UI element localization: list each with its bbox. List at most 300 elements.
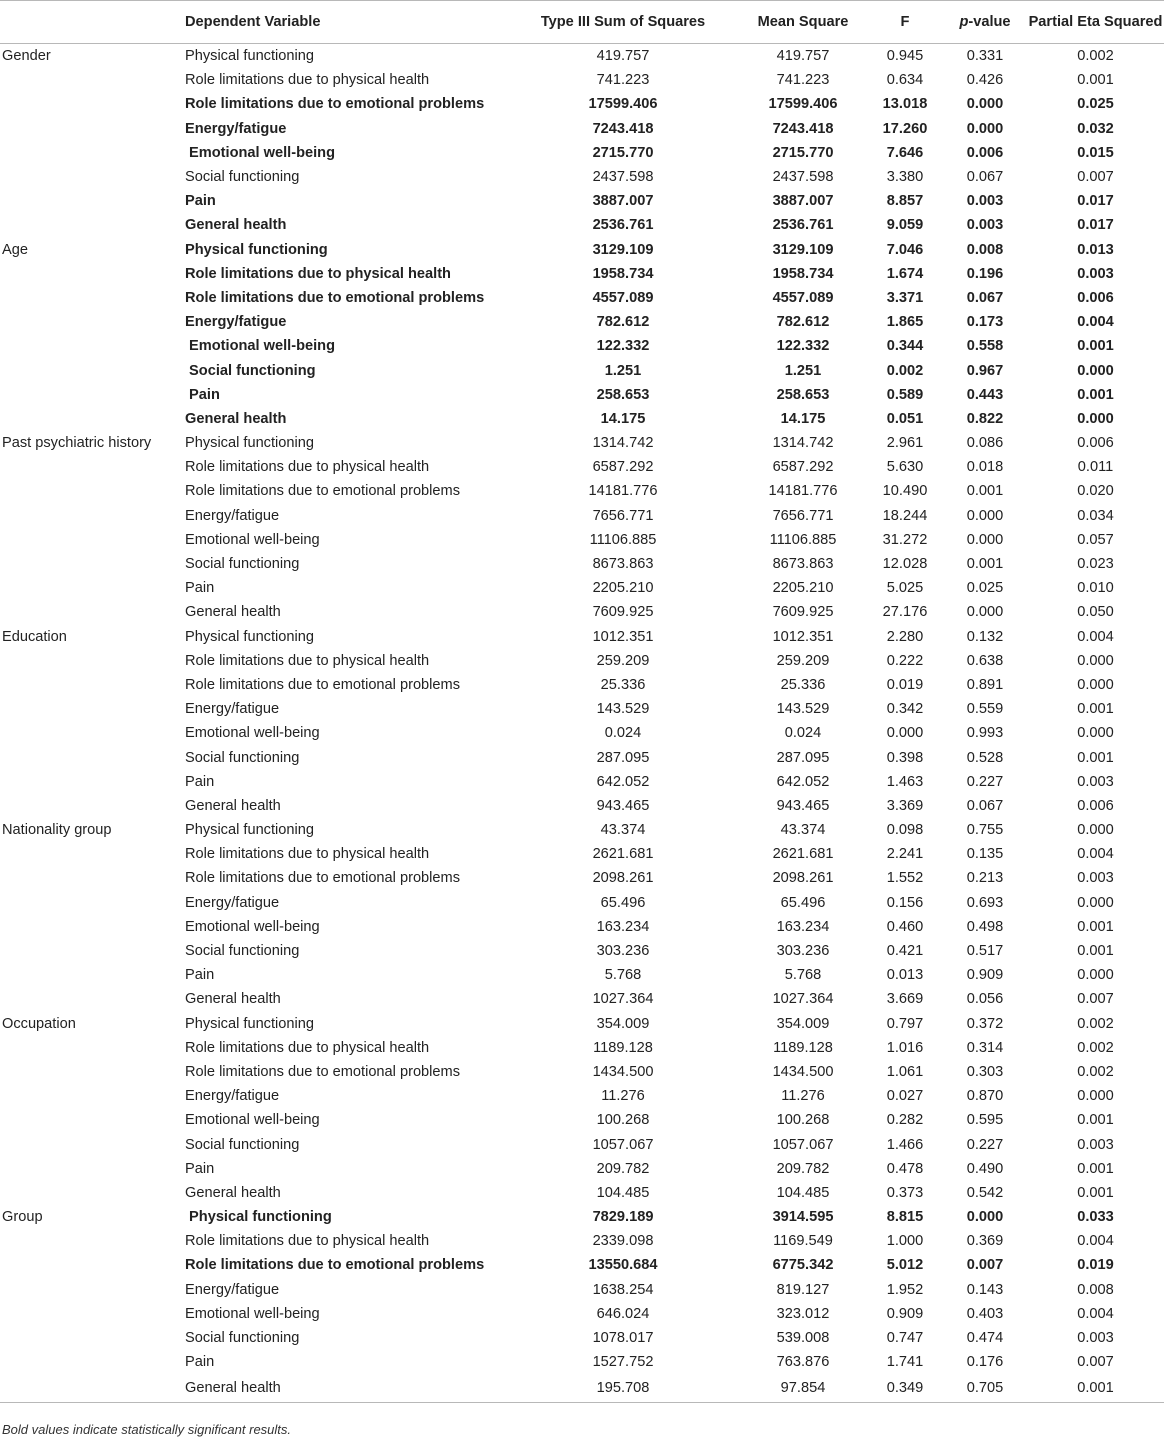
cell-factor — [0, 455, 185, 479]
cell-sum-of-squares: 1434.500 — [592, 1063, 654, 1080]
cell-sum-of-squares: 287.095 — [596, 749, 650, 766]
cell-f: 1.000 — [886, 1233, 924, 1250]
cell-f: 7.046 — [886, 241, 924, 258]
cell-dependent-variable: General health — [185, 991, 281, 1008]
cell-factor: Occupation — [2, 1015, 76, 1032]
cell-partial-eta-squared: 0.004 — [1077, 1305, 1114, 1322]
cell-sum-of-squares: 0.024 — [604, 725, 642, 742]
cell-dependent-variable: Role limitations due to physical health — [185, 652, 430, 669]
header-partial-eta-squared: Partial Eta Squared — [1025, 1, 1164, 44]
cell-p-value: 0.870 — [966, 1088, 1004, 1105]
cell-dependent-variable: Role limitations due to emotional problems — [185, 870, 460, 887]
cell-p-value: 0.196 — [966, 265, 1004, 282]
cell-sum-of-squares: 1638.254 — [592, 1281, 654, 1298]
cell-mean-square: 1169.549 — [773, 1233, 833, 1250]
cell-mean-square: 2536.761 — [772, 217, 834, 234]
cell-factor — [0, 721, 185, 745]
cell-p-value: 0.528 — [966, 749, 1004, 766]
cell-sum-of-squares: 100.268 — [596, 1112, 650, 1129]
cell-dependent-variable: Emotional well-being — [185, 918, 320, 935]
cell-p-value: 0.227 — [966, 1136, 1004, 1153]
cell-p-value: 0.067 — [966, 169, 1004, 186]
cell-mean-square: 2621.681 — [772, 846, 834, 863]
cell-factor — [0, 92, 185, 116]
cell-factor — [0, 891, 185, 915]
cell-dependent-variable: Pain — [185, 773, 215, 790]
cell-p-value: 0.498 — [966, 918, 1004, 935]
cell-p-value: 0.559 — [966, 701, 1004, 718]
header-p-value — [945, 1, 1025, 44]
cell-factor — [0, 117, 185, 141]
cell-sum-of-squares: 7829.189 — [592, 1209, 654, 1226]
cell-partial-eta-squared: 0.032 — [1077, 120, 1114, 137]
cell-sum-of-squares: 7609.925 — [592, 604, 654, 621]
cell-mean-square: 259.209 — [776, 652, 830, 669]
cell-f: 0.460 — [886, 918, 924, 935]
cell-partial-eta-squared: 0.000 — [1077, 725, 1114, 742]
cell-mean-square: 0.024 — [784, 725, 822, 742]
table-row — [0, 673, 1164, 697]
cell-p-value: 0.000 — [966, 531, 1004, 548]
cell-p-value: 0.595 — [966, 1112, 1004, 1129]
cell-dependent-variable: Role limitations due to physical health — [185, 459, 430, 476]
cell-f: 0.797 — [886, 1015, 924, 1032]
cell-sum-of-squares: 209.782 — [596, 1160, 650, 1177]
cell-partial-eta-squared: 0.011 — [1077, 459, 1114, 476]
cell-sum-of-squares: 741.223 — [596, 72, 650, 89]
cell-p-value: 0.213 — [966, 870, 1004, 887]
cell-partial-eta-squared: 0.004 — [1077, 314, 1114, 331]
cell-dependent-variable: General health — [185, 1184, 281, 1201]
cell-sum-of-squares: 2621.681 — [592, 846, 654, 863]
cell-p-value: 0.693 — [966, 894, 1004, 911]
cell-f: 7.646 — [886, 144, 924, 161]
cell-factor — [0, 407, 185, 431]
cell-dependent-variable: Social functioning — [185, 943, 300, 960]
cell-sum-of-squares: 259.209 — [596, 652, 650, 669]
cell-f: 9.059 — [886, 217, 924, 234]
cell-mean-square: 7243.418 — [772, 120, 834, 137]
cell-mean-square: 122.332 — [776, 338, 830, 355]
cell-factor — [0, 1302, 185, 1326]
cell-factor — [0, 1229, 185, 1253]
cell-partial-eta-squared: 0.004 — [1077, 628, 1114, 645]
cell-factor: Education — [2, 628, 67, 645]
cell-f: 0.098 — [886, 822, 924, 839]
table-footnote: Bold values indicate statistically significant results. — [2, 1422, 292, 1437]
cell-partial-eta-squared: 0.001 — [1025, 1374, 1164, 1403]
table-row — [0, 310, 1164, 334]
table-row — [0, 818, 1164, 842]
cell-sum-of-squares: 1057.067 — [592, 1136, 654, 1153]
cell-dependent-variable: Physical functioning — [185, 435, 314, 452]
cell-p-value: 0.372 — [966, 1015, 1004, 1032]
cell-factor — [0, 213, 185, 237]
header-dependent-variable: Dependent Variable — [185, 1, 505, 44]
cell-mean-square: 1314.742 — [772, 435, 834, 452]
cell-mean-square: 303.236 — [776, 943, 830, 960]
cell-factor — [0, 697, 185, 721]
cell-dependent-variable: Energy/fatigue — [185, 507, 280, 524]
cell-partial-eta-squared: 0.001 — [1077, 386, 1114, 403]
cell-p-value: 0.967 — [966, 362, 1004, 379]
table-row — [0, 117, 1164, 141]
table-row — [0, 1012, 1164, 1036]
table-row — [0, 358, 1164, 382]
cell-f: 12.028 — [882, 556, 928, 573]
table-row — [0, 1278, 1164, 1302]
cell-p-value: 0.909 — [966, 967, 1004, 984]
cell-f: 3.380 — [886, 169, 924, 186]
table-row — [0, 600, 1164, 624]
cell-p-value: 0.006 — [966, 144, 1004, 161]
cell-f: 0.156 — [886, 894, 924, 911]
table-row — [0, 794, 1164, 818]
cell-p-value: 0.025 — [966, 580, 1004, 597]
cell-sum-of-squares: 1027.364 — [592, 991, 654, 1008]
cell-mean-square: 763.876 — [776, 1354, 830, 1371]
cell-sum-of-squares: 14181.776 — [588, 483, 658, 500]
cell-mean-square: 258.653 — [776, 386, 830, 403]
header-p-value-suffix: -value — [968, 14, 1011, 30]
table-row — [0, 721, 1164, 745]
table-row — [0, 552, 1164, 576]
cell-dependent-variable: Physical functioning — [185, 1015, 314, 1032]
cell-factor — [0, 745, 185, 769]
cell-mean-square: 642.052 — [776, 773, 830, 790]
cell-factor — [0, 600, 185, 624]
cell-sum-of-squares: 1527.752 — [592, 1354, 654, 1371]
cell-partial-eta-squared: 0.007 — [1077, 991, 1114, 1008]
table-body — [0, 44, 1164, 1403]
cell-factor — [0, 479, 185, 503]
cell-p-value: 0.369 — [966, 1233, 1004, 1250]
table-row — [0, 1132, 1164, 1156]
cell-mean-square: 1958.734 — [772, 265, 834, 282]
cell-p-value: 0.000 — [966, 96, 1004, 113]
table-row — [0, 141, 1164, 165]
cell-mean-square: 1012.351 — [772, 628, 834, 645]
cell-mean-square: 209.782 — [776, 1160, 830, 1177]
cell-factor — [0, 552, 185, 576]
cell-partial-eta-squared: 0.001 — [1077, 72, 1114, 89]
cell-partial-eta-squared: 0.010 — [1077, 580, 1114, 597]
cell-factor — [0, 262, 185, 286]
cell-dependent-variable: Role limitations due to physical health — [185, 1039, 430, 1056]
cell-p-value: 0.003 — [966, 217, 1004, 234]
cell-sum-of-squares: 11106.885 — [589, 531, 657, 548]
cell-mean-square: 14.175 — [780, 410, 826, 427]
table-row — [0, 770, 1164, 794]
table-row — [0, 866, 1164, 890]
cell-p-value: 0.008 — [966, 241, 1004, 258]
table-row — [0, 479, 1164, 503]
cell-sum-of-squares: 17599.406 — [588, 96, 658, 113]
cell-partial-eta-squared: 0.033 — [1077, 1209, 1114, 1226]
cell-mean-square: 65.496 — [780, 894, 826, 911]
cell-dependent-variable: Social functioning — [185, 169, 300, 186]
cell-dependent-variable: Role limitations due to emotional problems — [185, 1063, 460, 1080]
table-row — [0, 383, 1164, 407]
cell-p-value: 0.173 — [966, 314, 1004, 331]
cell-f: 0.373 — [886, 1184, 924, 1201]
cell-partial-eta-squared: 0.017 — [1077, 193, 1114, 210]
cell-sum-of-squares: 163.234 — [596, 918, 650, 935]
cell-f: 1.674 — [886, 265, 924, 282]
cell-partial-eta-squared: 0.001 — [1077, 918, 1114, 935]
cell-partial-eta-squared: 0.000 — [1077, 967, 1114, 984]
cell-mean-square: 43.374 — [780, 822, 826, 839]
cell-sum-of-squares: 11.276 — [601, 1088, 645, 1105]
cell-factor: Nationality group — [2, 822, 112, 839]
cell-partial-eta-squared: 0.001 — [1077, 701, 1114, 718]
table-row — [0, 625, 1164, 649]
cell-partial-eta-squared: 0.000 — [1077, 676, 1114, 693]
cell-mean-square: 11106.885 — [769, 531, 837, 548]
cell-mean-square: 97.854 — [741, 1374, 865, 1403]
cell-p-value: 0.303 — [966, 1063, 1004, 1080]
cell-mean-square: 819.127 — [776, 1281, 830, 1298]
table-row — [0, 1084, 1164, 1108]
cell-mean-square: 14181.776 — [768, 483, 838, 500]
cell-partial-eta-squared: 0.004 — [1077, 1233, 1114, 1250]
cell-dependent-variable: Social functioning — [185, 556, 300, 573]
cell-factor — [0, 842, 185, 866]
cell-dependent-variable: Role limitations due to emotional problems — [185, 289, 485, 306]
cell-dependent-variable: Role limitations due to physical health — [185, 72, 430, 89]
cell-partial-eta-squared: 0.006 — [1077, 435, 1114, 452]
cell-dependent-variable: Energy/fatigue — [185, 1088, 280, 1105]
cell-f: 0.282 — [886, 1112, 924, 1129]
cell-f: 2.241 — [886, 846, 924, 863]
cell-dependent-variable: Role limitations due to emotional problems — [185, 676, 460, 693]
cell-partial-eta-squared: 0.000 — [1077, 894, 1114, 911]
cell-partial-eta-squared: 0.013 — [1077, 241, 1114, 258]
cell-f: 0.945 — [886, 48, 924, 65]
cell-dependent-variable: General health — [185, 604, 281, 621]
cell-factor: Gender — [2, 48, 51, 65]
cell-mean-square: 354.009 — [776, 1015, 830, 1032]
cell-partial-eta-squared: 0.034 — [1077, 507, 1114, 524]
cell-partial-eta-squared: 0.002 — [1077, 1039, 1114, 1056]
cell-p-value: 0.474 — [966, 1330, 1004, 1347]
cell-sum-of-squares: 1189.128 — [593, 1039, 653, 1056]
cell-f: 0.478 — [886, 1160, 924, 1177]
cell-p-value: 0.135 — [966, 846, 1004, 863]
cell-factor — [0, 649, 185, 673]
cell-mean-square: 2715.770 — [772, 144, 834, 161]
cell-f: 3.371 — [886, 289, 924, 306]
cell-partial-eta-squared: 0.008 — [1077, 1281, 1114, 1298]
cell-p-value: 0.426 — [966, 72, 1004, 89]
cell-dependent-variable: General health — [185, 797, 281, 814]
cell-f: 1.865 — [886, 314, 924, 331]
cell-sum-of-squares: 943.465 — [596, 797, 650, 814]
cell-f: 1.552 — [886, 870, 924, 887]
cell-sum-of-squares: 646.024 — [596, 1305, 650, 1322]
cell-p-value: 0.001 — [966, 483, 1004, 500]
cell-sum-of-squares: 6587.292 — [592, 459, 654, 476]
cell-dependent-variable: Emotional well-being — [185, 1112, 320, 1129]
cell-p-value: 0.143 — [966, 1281, 1004, 1298]
cell-sum-of-squares: 2339.098 — [592, 1233, 654, 1250]
table-row — [0, 44, 1164, 69]
cell-factor — [0, 1350, 185, 1374]
cell-sum-of-squares: 2536.761 — [592, 217, 654, 234]
cell-partial-eta-squared: 0.001 — [1077, 1184, 1114, 1201]
cell-sum-of-squares: 7243.418 — [592, 120, 654, 137]
cell-dependent-variable: Emotional well-being — [185, 531, 320, 548]
cell-dependent-variable: Emotional well-being — [185, 338, 335, 355]
cell-f: 1.061 — [886, 1063, 924, 1080]
cell-dependent-variable: Pain — [185, 1160, 215, 1177]
cell-factor — [0, 1157, 185, 1181]
cell-partial-eta-squared: 0.025 — [1077, 96, 1114, 113]
cell-mean-square: 8673.863 — [772, 556, 834, 573]
cell-mean-square: 6775.342 — [772, 1257, 834, 1274]
cell-mean-square: 104.485 — [776, 1184, 830, 1201]
cell-partial-eta-squared: 0.006 — [1077, 289, 1114, 306]
cell-factor — [0, 1374, 185, 1403]
cell-sum-of-squares: 122.332 — [596, 338, 650, 355]
cell-dependent-variable: Physical functioning — [185, 48, 314, 65]
cell-partial-eta-squared: 0.003 — [1077, 870, 1114, 887]
cell-f: 1.952 — [886, 1281, 924, 1298]
table-row — [0, 189, 1164, 213]
cell-sum-of-squares: 419.757 — [596, 48, 650, 65]
cell-p-value: 0.001 — [966, 556, 1004, 573]
table-row — [0, 238, 1164, 262]
cell-sum-of-squares: 14.175 — [600, 410, 646, 427]
table-row — [0, 262, 1164, 286]
cell-p-value: 0.007 — [966, 1257, 1004, 1274]
cell-mean-square: 1057.067 — [772, 1136, 834, 1153]
cell-partial-eta-squared: 0.001 — [1077, 338, 1114, 355]
cell-p-value: 0.705 — [945, 1374, 1025, 1403]
cell-partial-eta-squared: 0.003 — [1077, 1330, 1114, 1347]
cell-p-value: 0.000 — [966, 1209, 1004, 1226]
cell-sum-of-squares: 65.496 — [600, 894, 646, 911]
cell-f: 1.463 — [886, 773, 924, 790]
cell-p-value: 0.558 — [966, 338, 1004, 355]
cell-f: 0.589 — [886, 386, 924, 403]
cell-partial-eta-squared: 0.001 — [1077, 749, 1114, 766]
cell-mean-square: 2437.598 — [772, 169, 834, 186]
cell-mean-square: 17599.406 — [768, 96, 838, 113]
cell-sum-of-squares: 1012.351 — [592, 628, 654, 645]
cell-mean-square: 3914.595 — [772, 1209, 834, 1226]
cell-dependent-variable: Pain — [185, 386, 220, 403]
cell-dependent-variable: Energy/fatigue — [185, 701, 280, 718]
cell-partial-eta-squared: 0.000 — [1077, 1088, 1114, 1105]
cell-partial-eta-squared: 0.007 — [1077, 169, 1114, 186]
table-row — [0, 1229, 1164, 1253]
cell-dependent-variable: Physical functioning — [185, 241, 328, 258]
cell-partial-eta-squared: 0.000 — [1077, 410, 1114, 427]
cell-factor: Past psychiatric history — [2, 435, 152, 452]
table-row — [0, 1181, 1164, 1205]
cell-factor — [0, 1326, 185, 1350]
cell-dependent-variable: Energy/fatigue — [185, 894, 280, 911]
cell-factor — [0, 1132, 185, 1156]
table-row — [0, 1350, 1164, 1374]
cell-partial-eta-squared: 0.002 — [1077, 1063, 1114, 1080]
cell-p-value: 0.993 — [966, 725, 1004, 742]
cell-p-value: 0.132 — [966, 628, 1004, 645]
cell-dependent-variable: Role limitations due to emotional problems — [185, 96, 485, 113]
cell-mean-square: 143.529 — [776, 701, 830, 718]
cell-f: 0.747 — [886, 1330, 924, 1347]
cell-p-value: 0.638 — [966, 652, 1004, 669]
cell-factor: Age — [2, 241, 28, 258]
cell-sum-of-squares: 104.485 — [596, 1184, 650, 1201]
table-row — [0, 1205, 1164, 1229]
cell-factor — [0, 504, 185, 528]
header-sum-of-squares: Type III Sum of Squares — [505, 1, 741, 44]
cell-factor — [0, 794, 185, 818]
cell-p-value: 0.003 — [966, 193, 1004, 210]
cell-dependent-variable: Emotional well-being — [185, 144, 335, 161]
cell-partial-eta-squared: 0.004 — [1077, 846, 1114, 863]
cell-sum-of-squares: 1078.017 — [592, 1330, 654, 1347]
table-row — [0, 1326, 1164, 1350]
cell-f: 2.280 — [886, 628, 924, 645]
cell-dependent-variable: General health — [185, 1374, 505, 1403]
cell-f: 13.018 — [882, 96, 928, 113]
cell-f: 0.000 — [886, 725, 924, 742]
cell-f: 0.398 — [886, 749, 924, 766]
cell-sum-of-squares: 8673.863 — [592, 556, 654, 573]
table-row — [0, 1302, 1164, 1326]
cell-mean-square: 7656.771 — [772, 507, 834, 524]
cell-f: 5.012 — [886, 1257, 924, 1274]
cell-sum-of-squares: 642.052 — [596, 773, 650, 790]
cell-p-value: 0.000 — [966, 604, 1004, 621]
cell-mean-square: 323.012 — [776, 1305, 830, 1322]
cell-mean-square: 4557.089 — [772, 289, 834, 306]
header-f: F — [865, 1, 945, 44]
cell-mean-square: 943.465 — [776, 797, 830, 814]
cell-dependent-variable: Role limitations due to physical health — [185, 265, 451, 282]
cell-dependent-variable: Energy/fatigue — [185, 120, 287, 137]
cell-dependent-variable: Social functioning — [185, 362, 316, 379]
cell-f: 0.421 — [886, 943, 924, 960]
cell-sum-of-squares: 1.251 — [604, 362, 642, 379]
header-p-value-prefix: p — [959, 14, 969, 30]
cell-f: 0.013 — [886, 967, 924, 984]
table-row — [0, 915, 1164, 939]
table-row — [0, 455, 1164, 479]
table-row — [0, 431, 1164, 455]
cell-dependent-variable: Social functioning — [185, 749, 300, 766]
cell-sum-of-squares: 43.374 — [600, 822, 646, 839]
table-row — [0, 1108, 1164, 1132]
cell-factor — [0, 987, 185, 1011]
cell-sum-of-squares: 258.653 — [596, 386, 650, 403]
cell-f: 5.025 — [886, 580, 924, 597]
cell-partial-eta-squared: 0.007 — [1077, 1354, 1114, 1371]
cell-dependent-variable: Emotional well-being — [185, 1305, 320, 1322]
cell-dependent-variable: Role limitations due to physical health — [185, 846, 430, 863]
cell-p-value: 0.000 — [966, 507, 1004, 524]
table-row — [0, 165, 1164, 189]
cell-factor — [0, 189, 185, 213]
cell-p-value: 0.517 — [966, 943, 1004, 960]
cell-factor — [0, 1084, 185, 1108]
cell-dependent-variable: Pain — [185, 193, 216, 210]
table-row — [0, 576, 1164, 600]
cell-p-value: 0.891 — [966, 676, 1004, 693]
